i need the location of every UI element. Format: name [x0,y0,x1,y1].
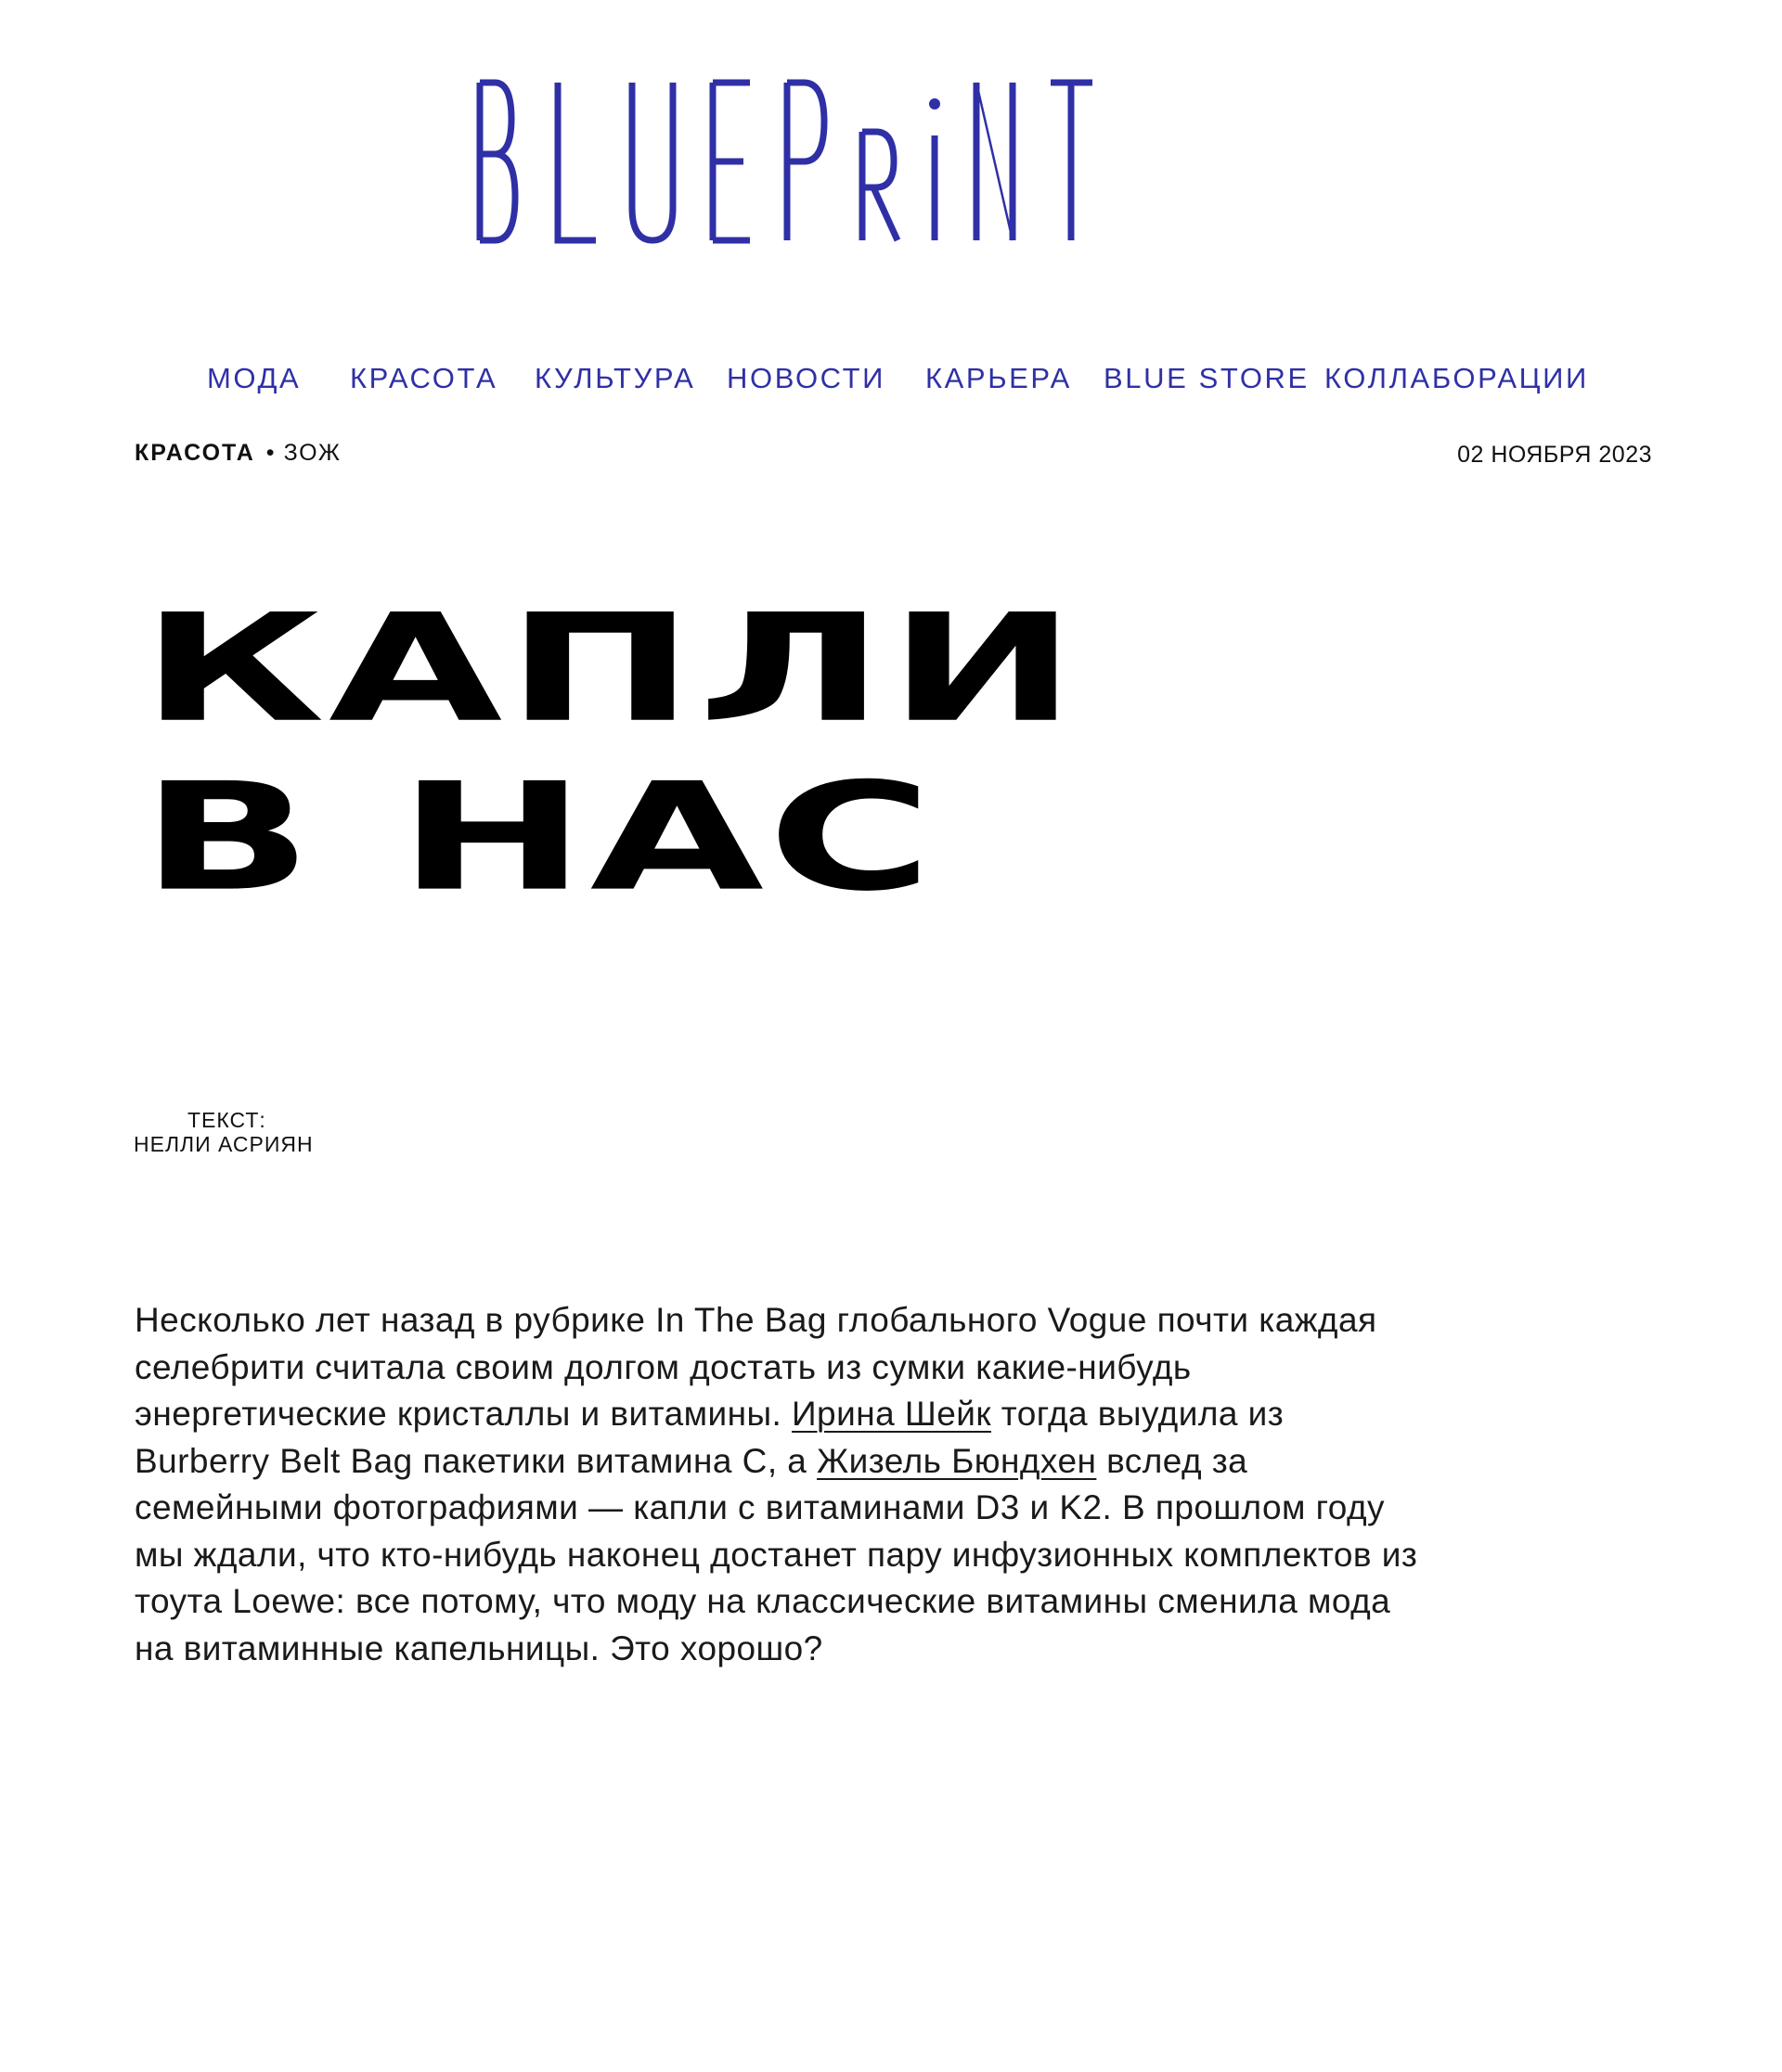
title-line-2: В НАС [141,751,936,924]
byline [134,1108,314,1156]
publish-date: 02 НОЯБРЯ 2023 [1457,442,1652,468]
nav-item-blue-store[interactable]: BLUE STORE [1104,362,1310,394]
rubric-list [135,436,342,470]
logo-wordmark [474,78,1096,245]
rubric-krasota-link[interactable]: КРАСОТА [135,440,255,466]
article-title [141,582,1080,924]
blueprint-logo[interactable] [474,78,1096,245]
lead-text-1: Несколько лет назад в рубрике In The Bag глобального Vogue почти каждая селебрити считала своим долгом достать из сумки какие-нибудь энергетические кристаллы и витамины. [135,1301,1377,1433]
lead-text-3: вслед за семейными фотографиями — капли с витаминами D3 и K2. В прошлом году мы ждали, что кто-нибудь наконец достанет пару инфузионных комплектов из тоута Loewe: все потому, что моду на классические витамины сменила мода на витаминные капельницы. Это хорошо? [135,1441,1418,1667]
rubric-separator: • [265,440,275,466]
irina-shayk-link[interactable]: Ирина Шейк [792,1395,991,1433]
author-link[interactable]: НЕЛЛИ АСРИЯН [134,1132,314,1156]
nav-item-novosti[interactable]: НОВОСТИ [727,362,886,394]
article-lead [135,1297,1425,1672]
byline-label: ТЕКСТ: [187,1108,266,1132]
nav-item-krasota[interactable]: КРАСОТА [350,362,498,394]
title-line-1: КАПЛИ [141,582,1080,755]
lead-text-2: тогда выудила из Burberry Belt Bag пакетики витамина С, а [135,1395,1285,1480]
nav-item-kollaboratsii[interactable]: КОЛЛАБОРАЦИИ [1324,362,1589,394]
nav-item-moda[interactable]: МОДА [207,362,302,394]
article-meta [135,436,1652,470]
gisele-bundchen-link[interactable]: Жизель Бюндхен [817,1441,1097,1480]
rubric-zozh-link[interactable]: ЗОЖ [283,440,342,466]
nav-item-karera[interactable]: КАРЬЕРА [925,362,1072,394]
main-nav [0,360,1782,397]
nav-item-kultura[interactable]: КУЛЬТУРА [535,362,696,394]
